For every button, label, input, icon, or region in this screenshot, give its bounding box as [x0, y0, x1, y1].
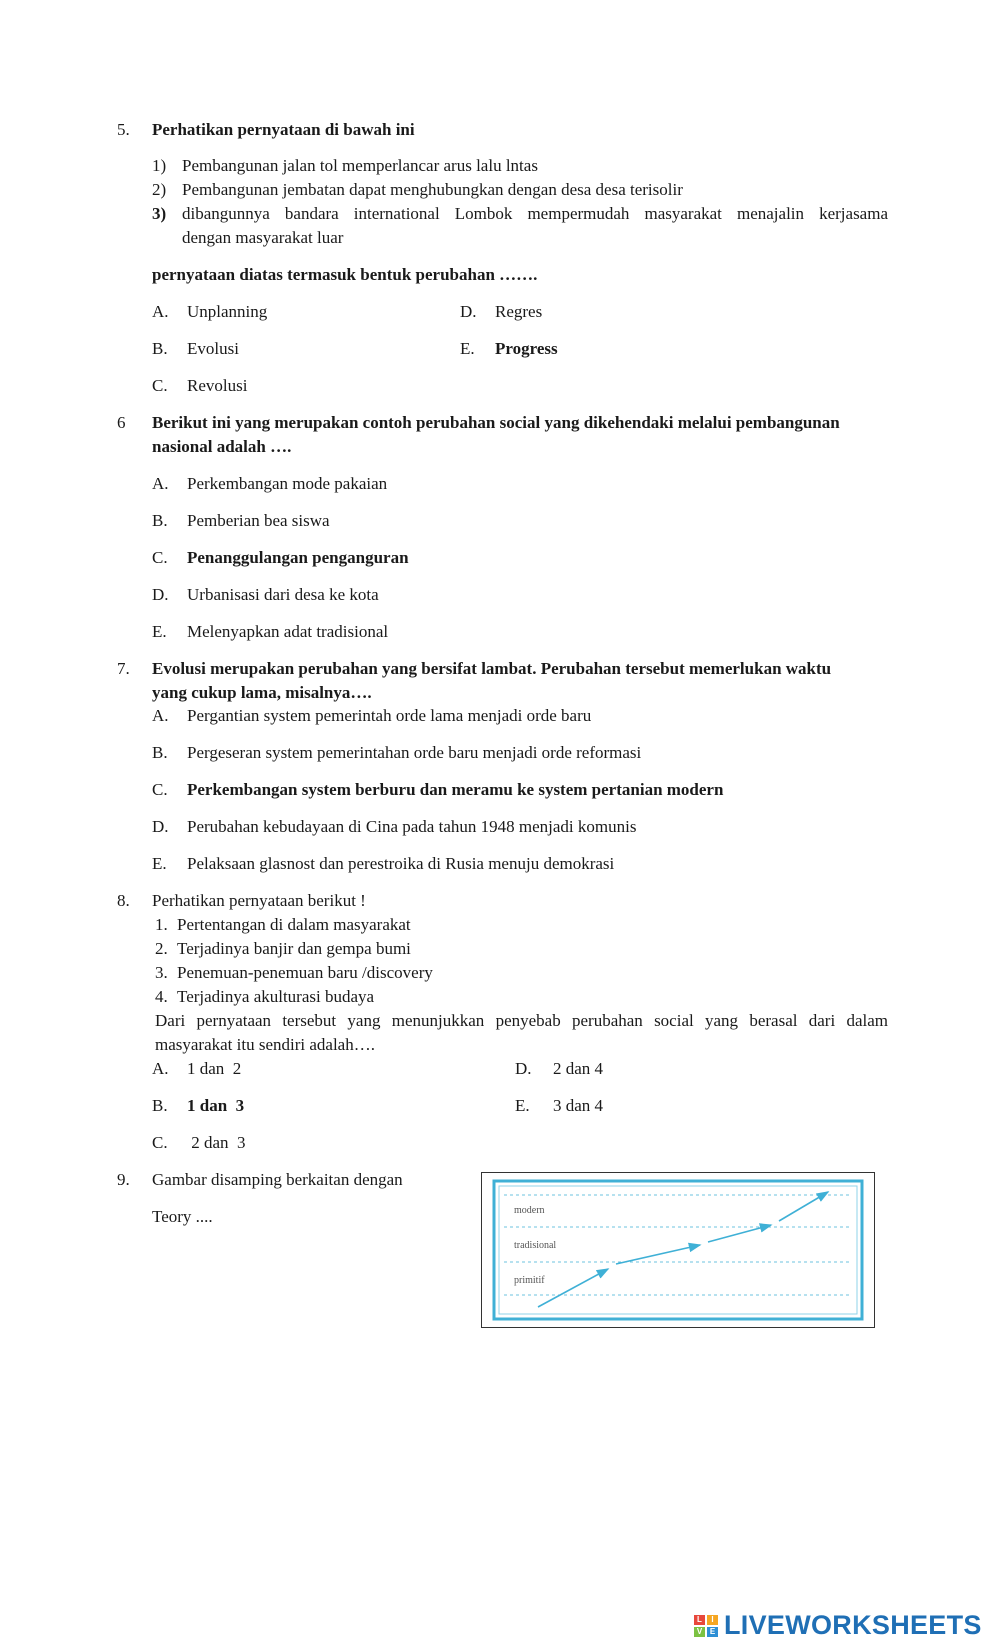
q8-number: 8. — [117, 891, 130, 910]
q8-option-d[interactable]: 2 dan 4 — [553, 1059, 604, 1078]
q5-option-letter[interactable]: C. — [152, 376, 168, 395]
q8-item-num: 4. — [155, 987, 168, 1006]
q6-option-letter[interactable]: E. — [152, 622, 167, 641]
q8-item-text: Terjadinya banjir dan gempa bumi — [177, 939, 411, 958]
q7-option-letter[interactable]: E. — [152, 854, 167, 873]
mark-letter: V — [694, 1627, 705, 1637]
q5-option-letter[interactable]: E. — [460, 339, 475, 358]
liveworksheets-logo[interactable] — [694, 1608, 994, 1642]
q6-option-e[interactable]: Melenyapkan adat tradisional — [187, 622, 389, 641]
q7-option-c[interactable]: Perkembangan system berburu dan meramu ke system pertanian modern — [187, 780, 724, 799]
evolution-diagram — [481, 1172, 875, 1328]
mark-letter: L — [694, 1615, 705, 1625]
q5-option-letter[interactable]: A. — [152, 302, 169, 321]
q5-item-num: 3) — [152, 204, 167, 223]
q7-number: 7. — [117, 659, 130, 678]
q9-prompt: Gambar disamping berkaitan dengan — [152, 1170, 403, 1189]
q8-item-text: Penemuan-penemuan baru /discovery — [177, 963, 433, 982]
q5-item-num: 2) — [152, 180, 167, 199]
q7-option-letter[interactable]: D. — [152, 817, 169, 836]
q7-option-d[interactable]: Perubahan kebudayaan di Cina pada tahun 1948 menjadi komunis — [187, 817, 637, 836]
q9-number: 9. — [117, 1170, 130, 1189]
q5-option-b[interactable]: Evolusi — [187, 339, 239, 358]
q6-option-letter[interactable]: D. — [152, 585, 169, 604]
q7-option-letter[interactable]: A. — [152, 706, 169, 725]
q8-item-text: Terjadinya akulturasi budaya — [177, 987, 375, 1006]
q8-stem: Dari pernyataan tersebut yang menunjukkan penyebab perubahan social yang berasal dari dalam — [155, 1011, 888, 1030]
evolution-diagram-svg — [482, 1173, 874, 1327]
q5-prompt: Perhatikan pernyataan di bawah ini — [152, 120, 415, 139]
q5-stem: pernyataan diatas termasuk bentuk perubahan ……. — [152, 265, 538, 284]
level-label-modern: modern — [514, 1205, 545, 1216]
q8-item-num: 3. — [155, 963, 168, 982]
q9-prompt-cont: Teory .... — [152, 1207, 213, 1226]
q7-option-a[interactable]: Pergantian system pemerintah orde lama menjadi orde baru — [187, 706, 592, 725]
q8-option-letter[interactable]: E. — [515, 1096, 530, 1115]
mark-letter: I — [707, 1615, 718, 1625]
q5-item-num: 1) — [152, 156, 167, 175]
q7-option-e[interactable]: Pelaksaan glasnost dan perestroika di Rusia menuju demokrasi — [187, 854, 615, 873]
q8-item-num: 1. — [155, 915, 168, 934]
q8-item-text: Pertentangan di dalam masyarakat — [177, 915, 411, 934]
q5-option-letter[interactable]: B. — [152, 339, 168, 358]
q8-option-a[interactable]: 1 dan 2 — [187, 1059, 242, 1078]
level-label-primitif: primitif — [514, 1275, 545, 1286]
q6-option-d[interactable]: Urbanisasi dari desa ke kota — [187, 585, 379, 604]
level-label-tradisional: tradisional — [514, 1240, 557, 1251]
q8-option-letter[interactable]: C. — [152, 1133, 168, 1152]
q6-number: 6 — [117, 413, 126, 432]
q8-option-c[interactable]: 2 dan 3 — [187, 1133, 246, 1152]
q8-option-e[interactable]: 3 dan 4 — [553, 1096, 604, 1115]
q5-item-text: Pembangunan jembatan dapat menghubungkan dengan desa desa terisolir — [182, 180, 683, 199]
q6-prompt: Berikut ini yang merupakan contoh perubahan social yang dikehendaki melalui pembangunan — [152, 413, 840, 432]
brand-name: LIVEWORKSHEETS — [724, 1610, 982, 1640]
q7-option-letter[interactable]: C. — [152, 780, 168, 799]
liveworksheets-mark-icon — [694, 1615, 720, 1639]
q6-option-letter[interactable]: A. — [152, 474, 169, 493]
q5-item-text-cont: dengan masyarakat luar — [182, 228, 344, 247]
q6-option-c[interactable]: Penanggulangan penganguran — [187, 548, 409, 567]
q7-prompt: Evolusi merupakan perubahan yang bersifat lambat. Perubahan tersebut memerlukan waktu — [152, 659, 832, 678]
q8-item-num: 2. — [155, 939, 168, 958]
q8-option-b[interactable]: 1 dan 3 — [187, 1096, 245, 1115]
mark-letter: E — [707, 1627, 718, 1637]
q6-option-b[interactable]: Pemberian bea siswa — [187, 511, 330, 530]
q6-option-letter[interactable]: B. — [152, 511, 168, 530]
q8-option-letter[interactable]: B. — [152, 1096, 168, 1115]
q8-option-letter[interactable]: A. — [152, 1059, 169, 1078]
q5-option-a[interactable]: Unplanning — [187, 302, 268, 321]
q8-option-letter[interactable]: D. — [515, 1059, 532, 1078]
q8-stem-cont: masyarakat itu sendiri adalah…. — [155, 1035, 375, 1054]
q5-option-e[interactable]: Progress — [495, 339, 558, 358]
q7-prompt-cont: yang cukup lama, misalnya…. — [152, 683, 372, 702]
q5-item-text: Pembangunan jalan tol memperlancar arus lalu lntas — [182, 156, 538, 175]
q8-prompt: Perhatikan pernyataan berikut ! — [152, 891, 366, 910]
q6-prompt-cont: nasional adalah …. — [152, 437, 292, 456]
q6-option-a[interactable]: Perkembangan mode pakaian — [187, 474, 388, 493]
q7-option-letter[interactable]: B. — [152, 743, 168, 762]
q5-number: 5. — [117, 120, 130, 139]
q5-option-c[interactable]: Revolusi — [187, 376, 248, 395]
q6-option-letter[interactable]: C. — [152, 548, 168, 567]
q5-option-d[interactable]: Regres — [495, 302, 543, 321]
q5-option-letter[interactable]: D. — [460, 302, 477, 321]
q7-option-b[interactable]: Pergeseran system pemerintahan orde baru menjadi orde reformasi — [187, 743, 642, 762]
q5-item-text: dibangunnya bandara international Lombok mempermudah masyarakat menajalin kerjasama — [182, 204, 888, 223]
